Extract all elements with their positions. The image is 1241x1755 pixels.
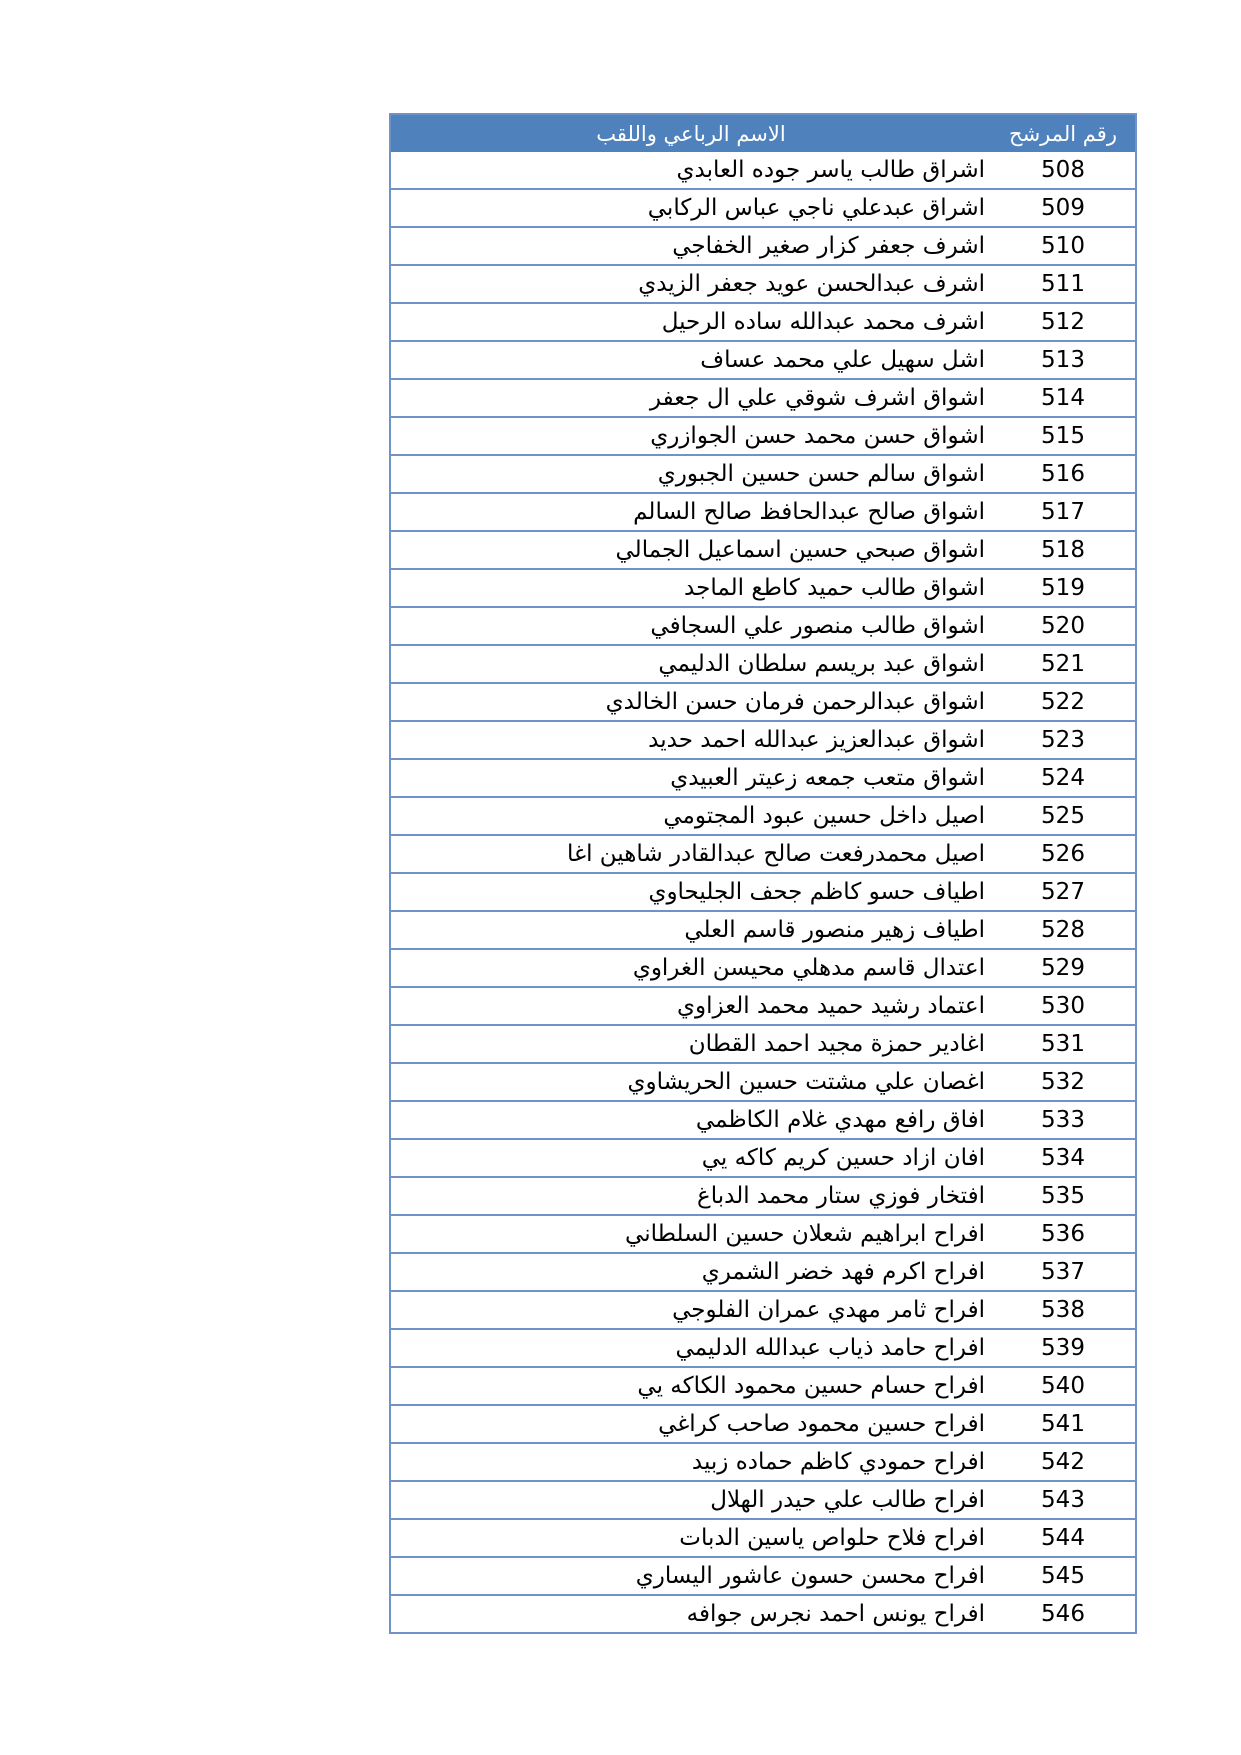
table-row (391, 912, 1135, 950)
candidate-number: 545 (1041, 1563, 1085, 1589)
candidate-number: 534 (1041, 1145, 1085, 1171)
header-full-name: الاسم الرباعي واللقب (596, 121, 786, 146)
candidate-name: اصيل داخل حسين عبود المجتومي (663, 803, 985, 829)
candidate-number: 533 (1041, 1107, 1085, 1133)
table-row (391, 380, 1135, 418)
candidate-name: افان ازاد حسين كريم كاكه يي (701, 1145, 985, 1171)
candidate-number: 519 (1041, 575, 1085, 601)
table-row (391, 950, 1135, 988)
table-row (391, 266, 1135, 304)
table-row (391, 1140, 1135, 1178)
candidate-name: اغصان علي مشتت حسين الحريشاوي (627, 1069, 985, 1095)
candidate-number: 516 (1041, 461, 1085, 487)
table-row (391, 646, 1135, 684)
table-row (391, 1254, 1135, 1292)
candidate-number: 544 (1041, 1525, 1085, 1551)
candidate-name: اشواق متعب جمعه زعيتر العبيدي (670, 765, 985, 791)
table-row (391, 1064, 1135, 1102)
candidate-name: اشل سهيل علي محمد عساف (700, 347, 985, 373)
candidate-number: 539 (1041, 1335, 1085, 1361)
table-row (391, 418, 1135, 456)
candidate-name: اغادير حمزة مجيد احمد القطان (688, 1031, 985, 1057)
candidate-number: 510 (1041, 233, 1085, 259)
table-row (391, 836, 1135, 874)
table-row (391, 1102, 1135, 1140)
candidate-number: 542 (1041, 1449, 1085, 1475)
candidate-name: افتخار فوزي ستار محمد الدباغ (697, 1183, 985, 1209)
table-row (391, 988, 1135, 1026)
candidate-number: 509 (1041, 195, 1085, 221)
table-row (391, 456, 1135, 494)
table-row (391, 1330, 1135, 1368)
candidate-name: افراح طالب علي حيدر الهلال (710, 1487, 985, 1513)
candidate-name: اشواق عبد بريسم سلطان الدليمي (658, 651, 985, 677)
header-candidate-number: رقم المرشح (1009, 121, 1117, 146)
candidate-name: اعتماد رشيد حميد محمد العزاوي (677, 993, 985, 1019)
candidate-number: 523 (1041, 727, 1085, 753)
candidate-number: 518 (1041, 537, 1085, 563)
candidate-number: 524 (1041, 765, 1085, 791)
table-row (391, 532, 1135, 570)
candidate-number: 529 (1041, 955, 1085, 981)
table-row (391, 1178, 1135, 1216)
candidate-name: اشواق طالب منصور علي السجافي (650, 613, 985, 639)
candidate-name: افراح حمودي كاظم حماده زبيد (691, 1449, 985, 1475)
table-row (391, 1368, 1135, 1406)
candidate-name: اشواق سالم حسن حسين الجبوري (657, 461, 985, 487)
table-row (391, 1558, 1135, 1596)
candidate-number: 513 (1041, 347, 1085, 373)
candidate-number: 517 (1041, 499, 1085, 525)
candidate-number: 511 (1041, 271, 1085, 297)
table-row (391, 1292, 1135, 1330)
candidates-table (389, 113, 1137, 1634)
candidate-name: افراح حسام حسين محمود الكاكه يي (637, 1373, 985, 1399)
candidate-number: 540 (1041, 1373, 1085, 1399)
candidate-name: اشرف محمد عبدالله ساده الرحيل (661, 309, 985, 335)
table-row (391, 874, 1135, 912)
table-row (391, 342, 1135, 380)
candidate-name: اشراق عبدعلي ناجي عباس الركابي (647, 195, 985, 221)
candidate-name: اشواق عبدالرحمن فرمان حسن الخالدي (605, 689, 985, 715)
table-row (391, 228, 1135, 266)
table-row (391, 684, 1135, 722)
table-row (391, 798, 1135, 836)
table-row (391, 1444, 1135, 1482)
candidate-name: اشرف عبدالحسن عويد جعفر الزيدي (638, 271, 985, 297)
candidate-number: 530 (1041, 993, 1085, 1019)
table-row (391, 722, 1135, 760)
candidate-number: 515 (1041, 423, 1085, 449)
candidate-number: 536 (1041, 1221, 1085, 1247)
candidate-name: اشواق صالح عبدالحافظ صالح السالم (633, 499, 985, 525)
candidate-number: 514 (1041, 385, 1085, 411)
candidate-name: اشواق حسن محمد حسن الجوازري (650, 423, 985, 449)
candidate-name: اطياف زهير منصور قاسم العلي (684, 917, 985, 943)
table-header (391, 113, 1135, 152)
table-row (391, 570, 1135, 608)
candidate-number: 541 (1041, 1411, 1085, 1437)
candidate-number: 535 (1041, 1183, 1085, 1209)
candidate-name: اشواق صبحي حسين اسماعيل الجمالي (615, 537, 985, 563)
table-row (391, 1482, 1135, 1520)
candidate-number: 508 (1041, 157, 1085, 183)
candidate-name: افراح يونس احمد نجرس جوافه (686, 1601, 985, 1627)
table-row (391, 760, 1135, 798)
table-row (391, 494, 1135, 532)
candidate-number: 527 (1041, 879, 1085, 905)
candidate-name: اعتدال قاسم مدهلي محيسن الغراوي (632, 955, 985, 981)
candidate-number: 528 (1041, 917, 1085, 943)
candidate-name: اشراق طالب ياسر جوده العابدي (676, 157, 985, 183)
candidate-number: 522 (1041, 689, 1085, 715)
table-row (391, 1026, 1135, 1064)
table-row (391, 1406, 1135, 1444)
candidate-name: اشواق طالب حميد كاطع الماجد (684, 575, 985, 601)
table-row (391, 190, 1135, 228)
candidate-number: 546 (1041, 1601, 1085, 1627)
candidate-name: اشواق عبدالعزيز عبدالله احمد حديد (648, 727, 985, 753)
candidate-name: اصيل محمدرفعت صالح عبدالقادر شاهين اغا (567, 841, 985, 867)
candidate-number: 521 (1041, 651, 1085, 677)
candidate-number: 543 (1041, 1487, 1085, 1513)
table-row (391, 1216, 1135, 1254)
candidate-number: 531 (1041, 1031, 1085, 1057)
candidate-number: 526 (1041, 841, 1085, 867)
candidate-name: اشواق اشرف شوقي علي ال جعفر (649, 385, 985, 411)
table-row (391, 1596, 1135, 1634)
candidate-name: افراح فلاح حلواص ياسين الدبات (679, 1525, 985, 1551)
candidate-number: 538 (1041, 1297, 1085, 1323)
table-row (391, 304, 1135, 342)
table-body (391, 152, 1135, 1634)
table-row (391, 152, 1135, 190)
table-row (391, 1520, 1135, 1558)
candidate-name: افراح اكرم فهد خضر الشمري (701, 1259, 985, 1285)
candidate-name: اطياف حسو كاظم جحف الجليحاوي (648, 879, 985, 905)
candidate-number: 512 (1041, 309, 1085, 335)
candidate-name: افراح حسين محمود صاحب كراغي (658, 1411, 985, 1437)
candidate-name: افراح ابراهيم شعلان حسين السلطاني (625, 1221, 985, 1247)
candidate-number: 532 (1041, 1069, 1085, 1095)
candidate-name: افراح محسن حسون عاشور اليساري (635, 1563, 985, 1589)
table-row (391, 608, 1135, 646)
candidate-number: 537 (1041, 1259, 1085, 1285)
candidate-name: اشرف جعفر كزار صغير الخفاجي (672, 233, 985, 259)
candidate-name: افراح حامد ذياب عبدالله الدليمي (675, 1335, 985, 1361)
candidate-number: 520 (1041, 613, 1085, 639)
candidate-name: افراح ثامر مهدي عمران الفلوجي (672, 1297, 985, 1323)
candidate-name: افاق رافع مهدي غلام الكاظمي (695, 1107, 985, 1133)
candidate-number: 525 (1041, 803, 1085, 829)
